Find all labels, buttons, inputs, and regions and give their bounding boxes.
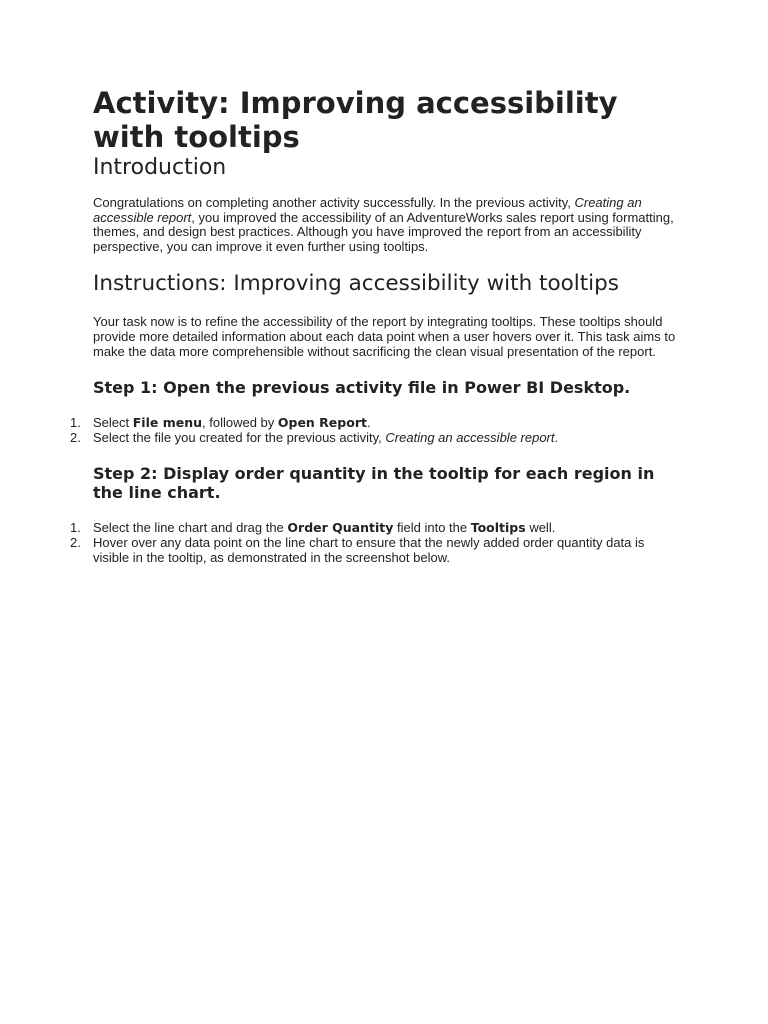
list-item <box>62 416 683 431</box>
file-menu-label: File menu <box>132 415 202 431</box>
list-item-number: 2. <box>70 534 81 550</box>
intro-text-before: Congratulations on completing another activity successfully. In the previous activity, <box>93 195 575 210</box>
instructions-heading: Instructions: Improving accessibility with tooltips <box>93 271 619 297</box>
list-item-text: . <box>366 415 371 431</box>
open-report-label: Open Report <box>277 415 367 431</box>
list-item-text: Select the file you created for the previous activity, <box>93 429 386 445</box>
introduction-paragraph <box>93 196 683 254</box>
list-item <box>62 431 683 446</box>
list-item <box>62 536 683 565</box>
list-item-number: 1. <box>70 415 81 431</box>
step1-list <box>62 416 683 445</box>
introduction-heading: Introduction <box>93 155 227 180</box>
previous-activity-title: Creating an accessible report <box>385 429 555 445</box>
list-item-text: . <box>554 429 559 445</box>
step1-heading: Step 1: Open the previous activity file in Power BI Desktop. <box>93 378 631 398</box>
page-title: Activity: Improving accessibility with tooltips <box>93 86 618 154</box>
tooltips-label: Tooltips <box>470 520 526 536</box>
list-item <box>62 521 683 536</box>
intro-previous-activity-title: Creating an accessible report <box>93 195 642 225</box>
instructions-paragraph: Your task now is to refine the accessibility of the report by integrating tooltips. These tooltips should provide more detailed information about each data point when a user hovers over it. This task aims to make the data more comprehensible without sacrificing the clean visual presentation of the report. <box>93 314 676 359</box>
list-item-text: well. <box>525 520 556 536</box>
step2-heading: Step 2: Display order quantity in the tooltip for each region in the line chart. <box>93 464 655 503</box>
list-item-text: , followed by <box>202 415 278 431</box>
list-item-text: Hover over any data point on the line chart to ensure that the newly added order quantity data is visible in the tooltip, as demonstrated in the screenshot below. <box>93 534 645 565</box>
document-page <box>70 86 683 584</box>
list-item-number: 2. <box>70 429 81 445</box>
list-item-text: Select the line chart and drag the <box>93 520 288 536</box>
list-item-text: Select <box>93 415 133 431</box>
list-item-number: 1. <box>70 520 81 536</box>
list-item-text: field into the <box>393 520 471 536</box>
step2-list <box>62 521 683 565</box>
order-quantity-label: Order Quantity <box>287 520 394 536</box>
intro-text-after: , you improved the accessibility of an AdventureWorks sales report using formatting, themes, and design best practices. Although you have improved the report from an accessibility perspective, you can improve it even further using tooltips. <box>93 209 674 254</box>
